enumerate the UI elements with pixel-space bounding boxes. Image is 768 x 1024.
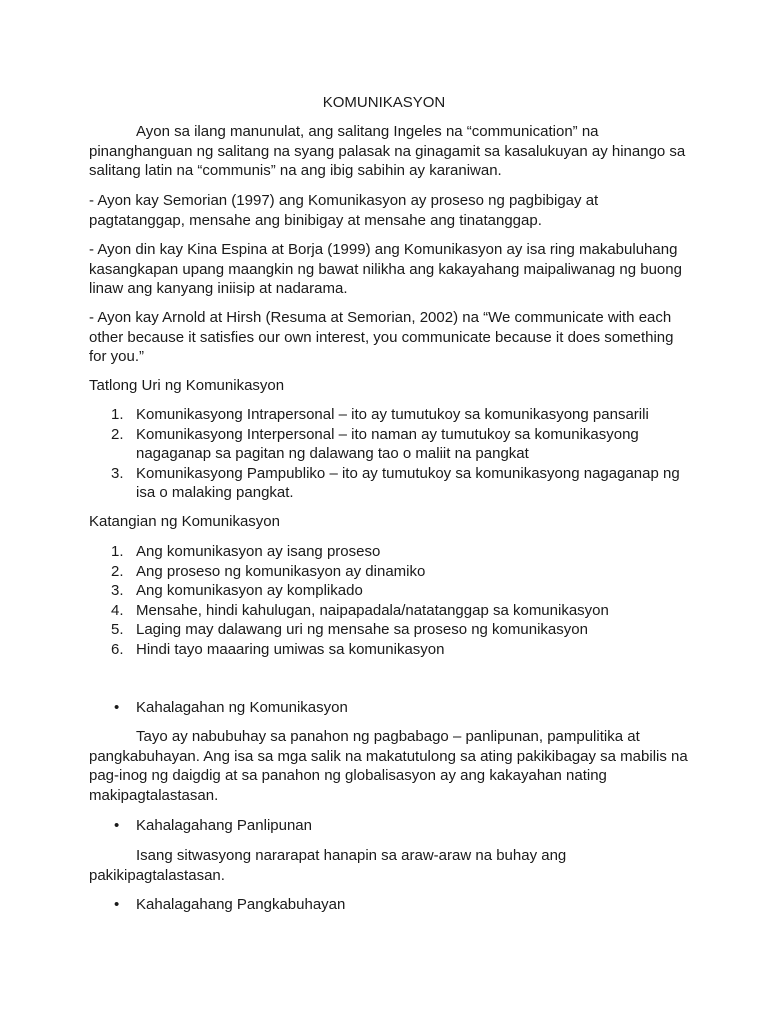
list-item bbox=[89, 464, 689, 503]
intro-paragraph: Ayon sa ilang manunulat, ang salitang Ingeles na “communication” na pinanghanguan ng salitang na syang palasak na ginagamit sa kasalukuyan ay hinango sa salitang latin na “communis” na ang ibig sabihin ay karaniwan. bbox=[89, 123, 686, 179]
definition-espina-borja: - Ayon din kay Kina Espina at Borja (1999) ang Komunikasyon ay isa ring makabuluhang kasangkapan upang maangkin ng bawat nilikha ang kakayahang maipaliwanag ng buong linaw ang kanyang iniisip at nadarama. bbox=[89, 241, 682, 297]
definition-arnold-hirsh: - Ayon kay Arnold at Hirsh (Resuma at Semorian, 2002) na “We communicate with each other because it satisfies our own interest, you communicate because it does something for you.” bbox=[89, 309, 674, 365]
list-item-text: Hindi tayo maaaring umiwas sa komunikasyon bbox=[136, 640, 445, 658]
page-title: KOMUNIKASYON bbox=[322, 94, 446, 111]
list-item-text: Ang komunikasyon ay komplikado bbox=[136, 582, 363, 599]
list-item bbox=[89, 542, 689, 562]
katangian-list bbox=[89, 542, 689, 659]
list-number: 3. bbox=[111, 464, 124, 482]
list-number: 6. bbox=[111, 640, 124, 658]
list-item-text: Komunikasyong Intrapersonal – ito ay tumutukoy sa komunikasyong pansarili bbox=[136, 406, 649, 423]
bullet-text: Kahalagahang Pangkabuhayan bbox=[136, 896, 346, 913]
bullet-text: Kahalagahang Panlipunan bbox=[136, 817, 312, 834]
list-item bbox=[89, 425, 689, 464]
pangkabuhayan-heading bbox=[89, 895, 689, 915]
list-number: 2. bbox=[111, 425, 124, 443]
list-item-text: Komunikasyong Pampubliko – ito ay tumutukoy sa komunikasyong nagaganap ng isa o malaking pangkat. bbox=[136, 464, 680, 501]
bullet-icon: • bbox=[114, 896, 120, 913]
list-number: 2. bbox=[111, 562, 124, 580]
list-item bbox=[89, 620, 689, 640]
list-item bbox=[89, 562, 689, 582]
list-item-text: Ang proseso ng komunikasyon ay dinamiko bbox=[136, 562, 426, 580]
list-item bbox=[89, 405, 689, 425]
kahalagahan-paragraph: Tayo ay nabubuhay sa panahon ng pagbabago – panlipunan, pampulitika at pangkabuhayan. Ang isa sa mga salik na makatutulong sa ating pakikibagay sa mabilis na pag-inog ng daigdig at sa panahon ng globalisasyon ay ang kakayahan nating makipagtalastasan. bbox=[89, 728, 688, 804]
list-number: 1. bbox=[111, 543, 124, 560]
list-item-text: Ang komunikasyon ay isang proseso bbox=[136, 543, 381, 560]
uri-heading: Tatlong Uri ng Komunikasyon bbox=[89, 377, 285, 394]
bullet-icon: • bbox=[114, 699, 120, 716]
list-item bbox=[89, 581, 689, 601]
panlipunan-heading bbox=[89, 816, 689, 836]
list-number: 1. bbox=[111, 406, 124, 423]
definition-semorian: - Ayon kay Semorian (1997) ang Komunikasyon ay proseso ng pagbibigay at pagtatanggap, mensahe ang binibigay at mensahe ang tinatanggap. bbox=[89, 192, 599, 229]
uri-list bbox=[89, 405, 689, 503]
list-item bbox=[89, 640, 689, 660]
bullet-icon: • bbox=[114, 817, 120, 834]
list-item bbox=[89, 601, 689, 621]
katangian-heading: Katangian ng Komunikasyon bbox=[89, 513, 280, 530]
panlipunan-paragraph: Isang sitwasyong nararapat hanapin sa araw-araw na buhay ang pakikipagtalastasan. bbox=[89, 847, 567, 884]
list-item-text: Komunikasyong Interpersonal – ito naman ay tumutukoy sa komunikasyong nagaganap sa pagitan ng dalawang tao o maliit na pangkat bbox=[136, 425, 639, 462]
list-number: 5. bbox=[111, 621, 124, 638]
list-item-text: Laging may dalawang uri ng mensahe sa proseso ng komunikasyon bbox=[136, 621, 588, 638]
list-number: 3. bbox=[111, 582, 124, 599]
list-number: 4. bbox=[111, 601, 124, 619]
bullet-text: Kahalagahan ng Komunikasyon bbox=[136, 699, 348, 716]
kahalagahan-heading bbox=[89, 698, 689, 718]
list-item-text: Mensahe, hindi kahulugan, naipapadala/natatanggap sa komunikasyon bbox=[136, 601, 609, 619]
